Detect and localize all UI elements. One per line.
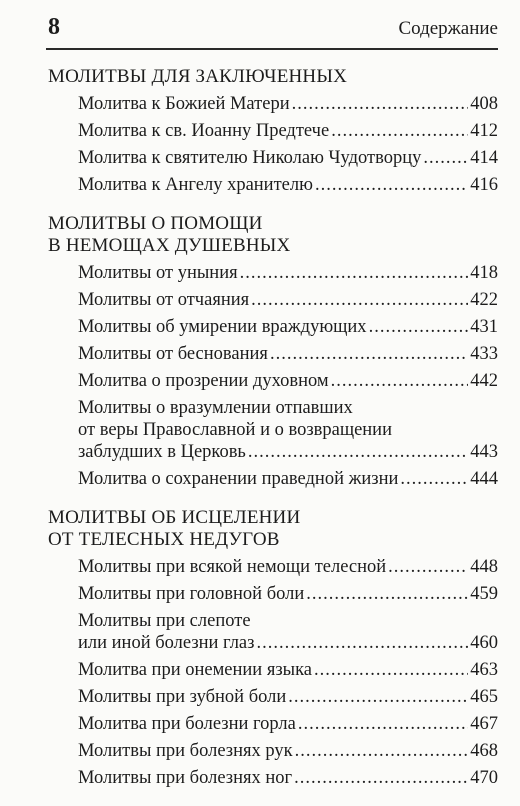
- entry-page-number: 433: [470, 344, 498, 364]
- dot-leader: [314, 659, 468, 681]
- section-title-line: МОЛИТВЫ ДЛЯ ЗАКЛЮЧЕННЫХ: [48, 66, 348, 87]
- entry-title: Молитвы об умирении враждующих: [78, 317, 367, 337]
- entry-title: Молитва к Божией Матери: [78, 94, 290, 114]
- entry-page-number: 470: [470, 768, 498, 788]
- entry-title: Молитвы при головной боли: [78, 584, 305, 604]
- entry-title: Молитвы при всякой немощи телесной: [78, 557, 387, 577]
- dot-leader: [388, 556, 468, 578]
- entry-title: Молитвы от уныния: [78, 263, 238, 283]
- entry-title: Молитва при болезни горла: [78, 714, 296, 734]
- section-title: [48, 213, 498, 257]
- entry-page-number: 465: [470, 687, 498, 707]
- toc-entry: [78, 262, 498, 284]
- entry-title: Молитвы от отчаяния: [78, 290, 250, 310]
- dot-leader: [270, 343, 468, 365]
- section-title-line: МОЛИТВЫ ОБ ИСЦЕЛЕНИИ: [48, 507, 301, 528]
- page-number: 8: [48, 14, 60, 40]
- dot-leader: [251, 289, 468, 311]
- toc-entry: [78, 556, 498, 578]
- header-rule: [46, 48, 498, 50]
- toc-entry: [78, 120, 498, 142]
- entry-page-number: 448: [470, 557, 498, 577]
- entry-title: заблудших в Церковь: [78, 442, 246, 462]
- dot-leader: [292, 93, 469, 115]
- toc-entry: [78, 370, 498, 392]
- section-title-line: В НЕМОЩАХ ДУШЕВНЫХ: [48, 235, 291, 256]
- entry-page-number: 408: [470, 94, 498, 114]
- toc-section: [48, 213, 498, 490]
- entry-title: Молитвы при зубной боли: [78, 687, 287, 707]
- toc-section: [48, 66, 498, 196]
- dot-leader: [294, 767, 468, 789]
- entry-page-number: 467: [470, 714, 498, 734]
- entry-title: Молитва о прозрении духовном: [78, 371, 329, 391]
- entry-page-number: 431: [470, 317, 498, 337]
- toc-section: [48, 507, 498, 789]
- toc-entry: [78, 713, 498, 735]
- entry-page-number: 459: [470, 584, 498, 604]
- dot-leader: [256, 632, 468, 654]
- table-of-contents: [48, 66, 498, 806]
- entry-page-number: 468: [470, 741, 498, 761]
- entry-title-line: от веры Православной и о возвращении: [78, 420, 392, 440]
- entry-page-number: 463: [470, 660, 498, 680]
- entry-title: Молитвы при болезнях рук: [78, 741, 293, 761]
- toc-entry: [78, 610, 498, 654]
- entry-title: Молитвы при болезнях ног: [78, 768, 293, 788]
- entry-title-line: Молитвы о вразумлении отпавших: [78, 398, 353, 418]
- dot-leader: [423, 147, 468, 169]
- entry-page-number: 422: [470, 290, 498, 310]
- entry-title-line: Молитвы при слепоте: [78, 611, 251, 631]
- dot-leader: [288, 686, 468, 708]
- toc-entry: [78, 93, 498, 115]
- dot-leader: [306, 583, 468, 605]
- entry-title: Молитва при онемении языка: [78, 660, 312, 680]
- dot-leader: [331, 120, 468, 142]
- toc-entry: [78, 397, 498, 463]
- entry-page-number: 412: [470, 121, 498, 141]
- toc-entry: [78, 343, 498, 365]
- toc-entry: [78, 316, 498, 338]
- toc-entry: [78, 289, 498, 311]
- entry-page-number: 418: [470, 263, 498, 283]
- entry-title: Молитва к св. Иоанну Предтече: [78, 121, 330, 141]
- entry-title: или иной болезни глаз: [78, 633, 255, 653]
- section-title: [48, 66, 498, 88]
- dot-leader: [298, 713, 468, 735]
- running-head: Содержание: [398, 18, 498, 39]
- section-title: [48, 507, 498, 551]
- section-title-line: ОТ ТЕЛЕСНЫХ НЕДУГОВ: [48, 529, 280, 550]
- toc-entry: [78, 659, 498, 681]
- dot-leader: [369, 316, 469, 338]
- toc-entry: [78, 740, 498, 762]
- dot-leader: [248, 441, 468, 463]
- entry-page-number: 460: [470, 633, 498, 653]
- entry-page-number: 414: [470, 148, 498, 168]
- page-header: [48, 14, 498, 41]
- entry-page-number: 443: [470, 442, 498, 462]
- dot-leader: [331, 370, 469, 392]
- toc-entry: [78, 468, 498, 490]
- dot-leader: [240, 262, 469, 284]
- entry-page-number: 442: [470, 371, 498, 391]
- entry-title: Молитва к святителю Николаю Чудотворцу: [78, 148, 422, 168]
- entry-title: Молитва к Ангелу хранителю: [78, 175, 313, 195]
- toc-entry: [78, 767, 498, 789]
- dot-leader: [400, 468, 468, 490]
- toc-entry: [78, 686, 498, 708]
- toc-entry: [78, 583, 498, 605]
- toc-entry: [78, 147, 498, 169]
- entry-page-number: 416: [470, 175, 498, 195]
- dot-leader: [295, 740, 469, 762]
- entry-page-number: 444: [470, 469, 498, 489]
- toc-entry: [78, 174, 498, 196]
- dot-leader: [315, 174, 468, 196]
- entry-title: Молитвы от беснования: [78, 344, 268, 364]
- entry-title: Молитва о сохранении праведной жизни: [78, 469, 399, 489]
- section-title-line: МОЛИТВЫ О ПОМОЩИ: [48, 213, 263, 234]
